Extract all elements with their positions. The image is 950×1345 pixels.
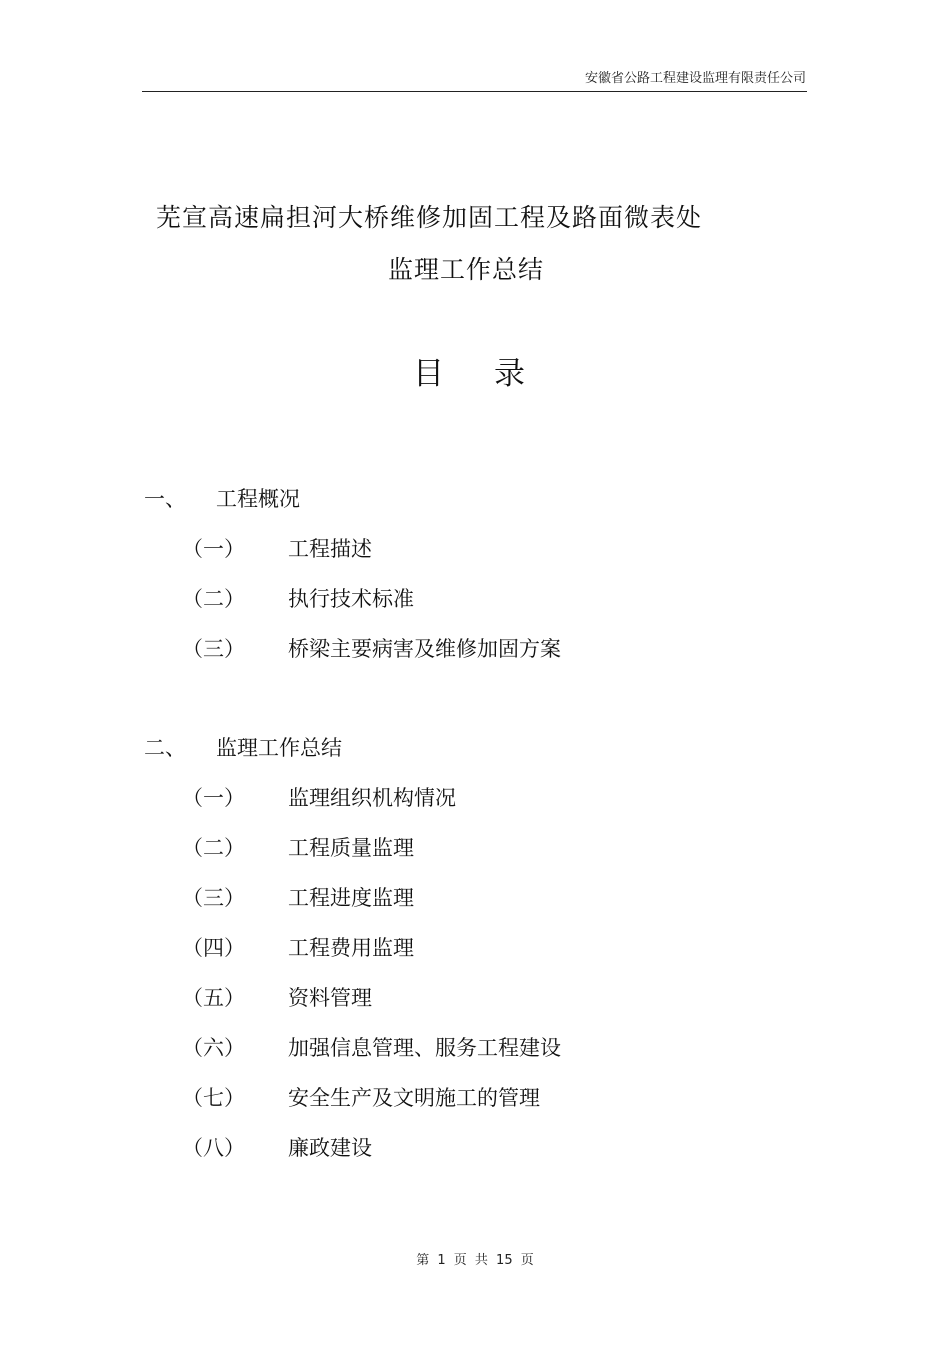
document-title-line1: 芜宣高速扁担河大桥维修加固工程及路面微表处 (156, 203, 703, 232)
toc-item-number: （四） (182, 936, 245, 960)
toc-item-label: 桥梁主要病害及维修加固方案 (288, 637, 561, 661)
toc-item (182, 832, 414, 862)
toc-item-number: （二） (182, 836, 245, 860)
toc-item (182, 583, 414, 613)
toc-item-number: （一） (182, 537, 245, 561)
toc-section-label: 监理工作总结 (216, 736, 342, 760)
toc-item (182, 1132, 372, 1162)
toc-item-label: 廉政建设 (288, 1136, 372, 1160)
toc-item-number: （二） (182, 587, 245, 611)
toc-item-number: （一） (182, 786, 245, 810)
toc-item (182, 1032, 561, 1062)
toc-item-label: 加强信息管理、服务工程建设 (288, 1036, 561, 1060)
toc-item-label: 工程质量监理 (288, 836, 414, 860)
toc-item-label: 资料管理 (288, 986, 372, 1010)
toc-item (182, 782, 456, 812)
toc-section-label: 工程概况 (216, 487, 300, 511)
toc-item-number: （七） (182, 1086, 245, 1110)
header-divider (142, 91, 807, 92)
toc-heading: 目录 (413, 356, 575, 392)
toc-item-number: （八） (182, 1136, 245, 1160)
toc-item (182, 982, 372, 1012)
toc-item (182, 633, 561, 663)
document-title-line2: 监理工作总结 (388, 255, 545, 284)
toc-section-number: 二、 (144, 736, 186, 760)
toc-item-label: 监理组织机构情况 (288, 786, 456, 810)
toc-item-label: 工程费用监理 (288, 936, 414, 960)
toc-item-label: 工程描述 (288, 537, 372, 561)
page-footer: 第 1 页 共 15 页 (416, 1253, 534, 1268)
toc-item-number: （三） (182, 886, 245, 910)
toc-item (182, 882, 414, 912)
toc-item (182, 533, 372, 563)
toc-item (182, 932, 414, 962)
toc-section (144, 483, 300, 513)
page-header-company: 安徽省公路工程建设监理有限责任公司 (584, 71, 806, 86)
toc-item-label: 工程进度监理 (288, 886, 414, 910)
toc-item (182, 1082, 540, 1112)
toc-item-number: （五） (182, 986, 245, 1010)
toc-section-number: 一、 (144, 487, 186, 511)
toc-section (144, 732, 342, 762)
toc-item-number: （六） (182, 1036, 245, 1060)
toc-item-number: （三） (182, 637, 245, 661)
toc-item-label: 执行技术标准 (288, 587, 414, 611)
toc-item-label: 安全生产及文明施工的管理 (288, 1086, 540, 1110)
